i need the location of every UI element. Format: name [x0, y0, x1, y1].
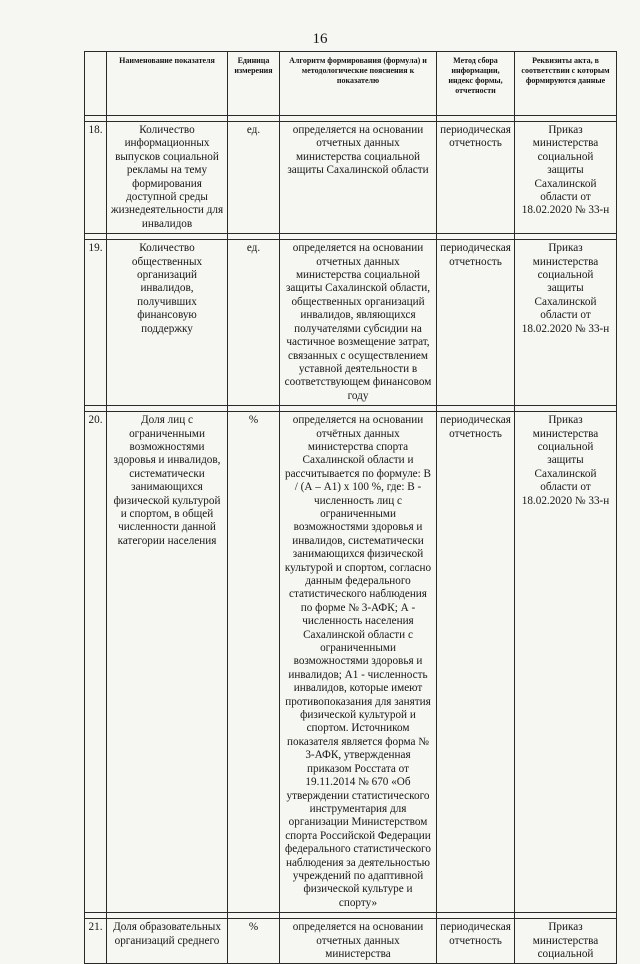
cell-requisites: Приказ министерства социальной защиты Сахалинской области от 18.02.2020 № 33-н	[515, 122, 617, 234]
cell-num: 20.	[85, 412, 107, 913]
cell-unit: %	[228, 412, 280, 913]
cell-algorithm: определяется на основании отчетных данных министерства социальной защиты Сахалинской области	[280, 122, 437, 234]
header-method: Метод сбора информации, индекс формы, отчетности	[437, 52, 515, 116]
header-algorithm: Алгоритм формирования (формула) и методологические пояснения к показателю	[280, 52, 437, 116]
table-header-row	[85, 52, 617, 116]
cell-name: Количество информационных выпусков социальной рекламы на тему формирования доступной среды жизнедеятельности для инвалидов	[107, 122, 228, 234]
cell-method: периодическая отчетность	[437, 919, 515, 964]
page-number: 16	[312, 31, 328, 47]
cell-unit: ед.	[228, 122, 280, 234]
cell-name: Доля лиц с ограниченными возможностями здоровья и инвалидов, систематически занимающихся физической культурой и спортом, в общей численности данной категории населения	[107, 412, 228, 913]
table-row	[85, 240, 617, 406]
cell-unit: ед.	[228, 240, 280, 406]
cell-method: периодическая отчетность	[437, 240, 515, 406]
table-row	[85, 122, 617, 234]
cell-requisites: Приказ министерства социальной	[515, 919, 617, 964]
cell-unit: %	[228, 919, 280, 964]
indicators-table	[84, 51, 617, 964]
cell-num: 18.	[85, 122, 107, 234]
header-requisites: Реквизиты акта, в соответствии с которым формируются данные	[515, 52, 617, 116]
cell-algorithm: определяется на основании отчётных данных министерства спорта Сахалинской области и рассчитывается по формуле: В / (А – А1) х 100 %, где: В - численность лиц с ограниченными возможностями здоровья и инвалидов, систематически занимающихся физической культурой и спортом, согласно данным федерального статистического наблюдения по форме № 3-АФК; А - численность населения Сахалинской области с ограниченными возможностями здоровья и инвалидов; А1 - численность инвалидов, которые имеют противопоказания для занятия физической культурой и спортом. Источником показателя является форма № 3-АФК, утвержденная приказом Росстата от 19.11.2014 № 670 «Об утверждении статистического инструментария для организации Министерством спорта Российской Федерации федерального статистического наблюдения за деятельностью учреждений по адаптивной физической культуре и спорту»	[280, 412, 437, 913]
cell-method: периодическая отчетность	[437, 122, 515, 234]
table-row	[85, 412, 617, 913]
header-num	[85, 52, 107, 116]
cell-num: 21.	[85, 919, 107, 964]
cell-method: периодическая отчетность	[437, 412, 515, 913]
cell-name: Количество общественных организаций инвалидов, получивших финансовую поддержку	[107, 240, 228, 406]
cell-num: 19.	[85, 240, 107, 406]
header-name: Наименование показателя	[107, 52, 228, 116]
cell-name: Доля образовательных организаций среднего	[107, 919, 228, 964]
table-row	[85, 919, 617, 964]
cell-algorithm: определяется на основании отчетных данных министерства	[280, 919, 437, 964]
header-unit: Единица измерения	[228, 52, 280, 116]
cell-requisites: Приказ министерства социальной защиты Сахалинской области от 18.02.2020 № 33-н	[515, 240, 617, 406]
cell-requisites: Приказ министерства социальной защиты Сахалинской области от 18.02.2020 № 33-н	[515, 412, 617, 913]
cell-algorithm: определяется на основании отчетных данных министерства социальной защиты Сахалинской области, общественных организаций инвалидов, являющихся получателями субсидии на частичное возмещение затрат, связанных с осуществлением уставной деятельности в соответствующем финансовом году	[280, 240, 437, 406]
